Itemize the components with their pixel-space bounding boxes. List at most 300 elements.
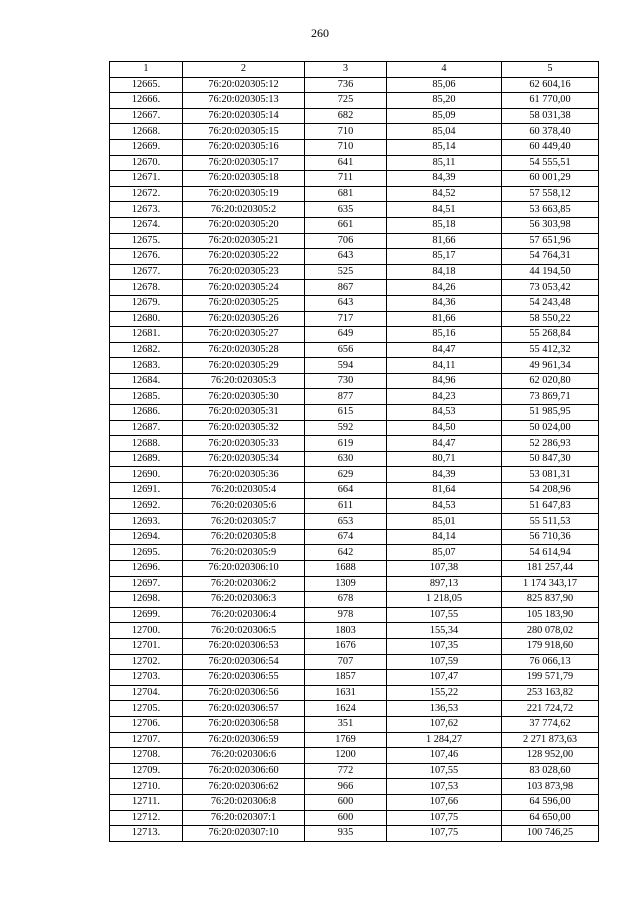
table-cell: 107,62 [387,716,502,732]
table-cell: 62 604,16 [502,77,599,93]
table-cell: 730 [305,373,387,389]
table-cell: 76:20:020305:7 [183,514,305,530]
table-cell: 12699. [110,607,183,623]
table-cell: 12677. [110,264,183,280]
table-cell: 55 268,84 [502,327,599,343]
table-cell: 83 028,60 [502,763,599,779]
table-cell: 76 066,13 [502,654,599,670]
table-cell: 12692. [110,498,183,514]
table-cell: 37 774,62 [502,716,599,732]
table-cell: 76:20:020305:36 [183,467,305,483]
table-cell: 80,71 [387,451,502,467]
table-cell: 107,53 [387,779,502,795]
table-cell: 681 [305,186,387,202]
table-cell: 61 770,00 [502,93,599,109]
table-cell: 1 284,27 [387,732,502,748]
table-row [110,654,599,670]
table-row [110,358,599,374]
table-row [110,202,599,218]
table-cell: 12679. [110,295,183,311]
table-cell: 84,50 [387,420,502,436]
table-cell: 84,47 [387,436,502,452]
table-row [110,514,599,530]
table-row [110,732,599,748]
table-cell: 12686. [110,405,183,421]
table-cell: 84,51 [387,202,502,218]
table-cell: 76:20:020305:12 [183,77,305,93]
table-cell: 155,34 [387,623,502,639]
table-cell: 85,16 [387,327,502,343]
table-cell: 84,52 [387,186,502,202]
table-cell: 58 550,22 [502,311,599,327]
table-cell: 897,13 [387,576,502,592]
table-cell: 85,09 [387,108,502,124]
table-cell: 84,39 [387,171,502,187]
table-row [110,264,599,280]
table-cell: 12673. [110,202,183,218]
table-cell: 351 [305,716,387,732]
table-row [110,451,599,467]
table-cell: 64 596,00 [502,794,599,810]
table-cell: 64 650,00 [502,810,599,826]
table-cell: 525 [305,264,387,280]
page-number: 260 [311,26,329,40]
table-row [110,217,599,233]
table-row [110,373,599,389]
table-cell: 1 218,05 [387,592,502,608]
table-cell: 12694. [110,529,183,545]
table-cell: 85,06 [387,77,502,93]
table-row [110,139,599,155]
table-cell: 57 558,12 [502,186,599,202]
table-cell: 76:20:020305:24 [183,280,305,296]
table-row [110,280,599,296]
table-cell: 1769 [305,732,387,748]
table-cell: 76:20:020306:8 [183,794,305,810]
table-cell: 76:20:020305:22 [183,249,305,265]
table-cell: 76:20:020306:4 [183,607,305,623]
table-cell: 978 [305,607,387,623]
table-cell: 81,64 [387,483,502,499]
table-row [110,810,599,826]
column-header: 5 [502,62,599,78]
table-row [110,638,599,654]
table-cell: 107,47 [387,670,502,686]
table-cell: 107,59 [387,654,502,670]
table-cell: 53 081,31 [502,467,599,483]
table-cell: 155,22 [387,685,502,701]
table-cell: 52 286,93 [502,436,599,452]
table-row [110,436,599,452]
table-cell: 966 [305,779,387,795]
table-row [110,389,599,405]
table-cell: 76:20:020306:56 [183,685,305,701]
table-cell: 1676 [305,638,387,654]
table-row [110,93,599,109]
table-cell: 12689. [110,451,183,467]
table-cell: 710 [305,124,387,140]
table-cell: 76:20:020305:20 [183,217,305,233]
table-cell: 1857 [305,670,387,686]
table-row [110,405,599,421]
table-cell: 54 614,94 [502,545,599,561]
table-cell: 711 [305,171,387,187]
table-cell: 84,11 [387,358,502,374]
table-cell: 76:20:020305:9 [183,545,305,561]
table-cell: 12669. [110,139,183,155]
table-cell: 107,75 [387,826,502,842]
table-row [110,171,599,187]
table-cell: 12711. [110,794,183,810]
table-cell: 62 020,80 [502,373,599,389]
table-cell: 12707. [110,732,183,748]
table-cell: 12702. [110,654,183,670]
table-cell: 81,66 [387,233,502,249]
table-cell: 12671. [110,171,183,187]
table-cell: 60 449,40 [502,139,599,155]
header-row [110,62,599,78]
table-row [110,794,599,810]
table-cell: 76:20:020306:6 [183,748,305,764]
table-cell: 615 [305,405,387,421]
table-cell: 12693. [110,514,183,530]
table-cell: 12704. [110,685,183,701]
table-cell: 280 078,02 [502,623,599,639]
table-row [110,592,599,608]
table-cell: 85,18 [387,217,502,233]
column-header: 2 [183,62,305,78]
table-cell: 707 [305,654,387,670]
table-cell: 76:20:020305:15 [183,124,305,140]
table-cell: 76:20:020306:5 [183,623,305,639]
table-cell: 128 952,00 [502,748,599,764]
table-row [110,124,599,140]
table-cell: 54 555,51 [502,155,599,171]
table-row [110,685,599,701]
table-row [110,670,599,686]
table-row [110,576,599,592]
table-cell: 664 [305,483,387,499]
table-cell: 12700. [110,623,183,639]
table-cell: 199 571,79 [502,670,599,686]
table-cell: 76:20:020305:16 [183,139,305,155]
table-cell: 643 [305,249,387,265]
table-cell: 12675. [110,233,183,249]
table-row [110,77,599,93]
table-cell: 12690. [110,467,183,483]
table-cell: 73 869,71 [502,389,599,405]
table-cell: 12708. [110,748,183,764]
table-cell: 12667. [110,108,183,124]
table-cell: 76:20:020306:2 [183,576,305,592]
table-cell: 682 [305,108,387,124]
table-cell: 50 847,30 [502,451,599,467]
table-cell: 85,11 [387,155,502,171]
table-cell: 58 031,38 [502,108,599,124]
table-cell: 76:20:020305:2 [183,202,305,218]
table-cell: 12710. [110,779,183,795]
table-cell: 54 764,31 [502,249,599,265]
data-table [109,61,599,842]
table-cell: 76:20:020305:18 [183,171,305,187]
table-cell: 76:20:020306:54 [183,654,305,670]
table-cell: 12706. [110,716,183,732]
table-cell: 706 [305,233,387,249]
table-cell: 76:20:020305:25 [183,295,305,311]
table-cell: 44 194,50 [502,264,599,280]
table-cell: 76:20:020305:31 [183,405,305,421]
table-cell: 12682. [110,342,183,358]
table-cell: 1200 [305,748,387,764]
table-cell: 12688. [110,436,183,452]
table-cell: 76:20:020305:34 [183,451,305,467]
column-header: 4 [387,62,502,78]
table-cell: 107,66 [387,794,502,810]
table-cell: 55 511,53 [502,514,599,530]
table-row [110,295,599,311]
table-cell: 221 724,72 [502,701,599,717]
table-cell: 12666. [110,93,183,109]
table-cell: 12672. [110,186,183,202]
table-cell: 12697. [110,576,183,592]
table-row [110,327,599,343]
table-cell: 84,18 [387,264,502,280]
table-cell: 85,07 [387,545,502,561]
table-cell: 76:20:020305:30 [183,389,305,405]
table-row [110,607,599,623]
table-cell: 84,14 [387,529,502,545]
table-cell: 867 [305,280,387,296]
table-cell: 12668. [110,124,183,140]
table-cell: 85,04 [387,124,502,140]
table-cell: 76:20:020307:10 [183,826,305,842]
table-cell: 12701. [110,638,183,654]
table-cell: 12696. [110,561,183,577]
table-cell: 12670. [110,155,183,171]
table-cell: 643 [305,295,387,311]
table-cell: 12698. [110,592,183,608]
table-cell: 53 663,85 [502,202,599,218]
table-cell: 600 [305,794,387,810]
table-cell: 179 918,60 [502,638,599,654]
table-cell: 12712. [110,810,183,826]
table-cell: 725 [305,93,387,109]
table-row [110,561,599,577]
table-cell: 12687. [110,420,183,436]
table-cell: 103 873,98 [502,779,599,795]
table-cell: 12665. [110,77,183,93]
table-row [110,233,599,249]
table-cell: 76:20:020305:29 [183,358,305,374]
table-cell: 100 746,25 [502,826,599,842]
table-cell: 81,66 [387,311,502,327]
table-cell: 253 163,82 [502,685,599,701]
table-row [110,763,599,779]
table-row [110,483,599,499]
table-cell: 51 647,83 [502,498,599,514]
table-cell: 76:20:020305:33 [183,436,305,452]
table-row [110,623,599,639]
table-cell: 12674. [110,217,183,233]
table-cell: 76:20:020305:21 [183,233,305,249]
table-cell: 710 [305,139,387,155]
table-cell: 76:20:020306:53 [183,638,305,654]
table-cell: 600 [305,810,387,826]
table-cell: 84,53 [387,405,502,421]
table-cell: 76:20:020306:3 [183,592,305,608]
table-cell: 656 [305,342,387,358]
table-cell: 877 [305,389,387,405]
table-cell: 84,96 [387,373,502,389]
table-row [110,467,599,483]
table-cell: 107,38 [387,561,502,577]
table-cell: 76:20:020305:19 [183,186,305,202]
table-row [110,826,599,842]
table-cell: 12684. [110,373,183,389]
table-cell: 73 053,42 [502,280,599,296]
table-cell: 76:20:020305:8 [183,529,305,545]
table-cell: 1 174 343,17 [502,576,599,592]
table-cell: 51 985,95 [502,405,599,421]
column-header: 1 [110,62,183,78]
table-cell: 107,75 [387,810,502,826]
table-cell: 76:20:020305:4 [183,483,305,499]
table-cell: 619 [305,436,387,452]
table-cell: 678 [305,592,387,608]
table-row [110,779,599,795]
table-cell: 76:20:020306:55 [183,670,305,686]
table-cell: 12683. [110,358,183,374]
table-cell: 76:20:020305:27 [183,327,305,343]
table-cell: 1624 [305,701,387,717]
table-cell: 76:20:020306:57 [183,701,305,717]
table-cell: 630 [305,451,387,467]
table-cell: 57 651,96 [502,233,599,249]
table-cell: 12678. [110,280,183,296]
column-header: 3 [305,62,387,78]
table-cell: 54 208,96 [502,483,599,499]
table-cell: 635 [305,202,387,218]
table-row [110,529,599,545]
table-cell: 12709. [110,763,183,779]
table-cell: 12703. [110,670,183,686]
table-cell: 84,47 [387,342,502,358]
table-cell: 85,20 [387,93,502,109]
table-cell: 674 [305,529,387,545]
table-cell: 107,35 [387,638,502,654]
table-cell: 50 024,00 [502,420,599,436]
table-cell: 85,17 [387,249,502,265]
table-cell: 60 378,40 [502,124,599,140]
table-cell: 1631 [305,685,387,701]
table-cell: 12695. [110,545,183,561]
table-cell: 107,46 [387,748,502,764]
table-cell: 181 257,44 [502,561,599,577]
table-row [110,342,599,358]
table-row [110,748,599,764]
table-row [110,701,599,717]
table-cell: 76:20:020306:62 [183,779,305,795]
table-cell: 76:20:020305:6 [183,498,305,514]
table-cell: 107,55 [387,763,502,779]
table-cell: 12713. [110,826,183,842]
table-cell: 772 [305,763,387,779]
table-cell: 85,14 [387,139,502,155]
table-cell: 2 271 873,63 [502,732,599,748]
table-cell: 76:20:020305:23 [183,264,305,280]
table-row [110,186,599,202]
table-cell: 56 303,98 [502,217,599,233]
table-cell: 84,23 [387,389,502,405]
table-cell: 736 [305,77,387,93]
table-cell: 641 [305,155,387,171]
table-cell: 642 [305,545,387,561]
table-cell: 12705. [110,701,183,717]
table-cell: 1309 [305,576,387,592]
table-cell: 76:20:020305:28 [183,342,305,358]
table-cell: 12685. [110,389,183,405]
table-cell: 592 [305,420,387,436]
table-row [110,420,599,436]
table-cell: 1803 [305,623,387,639]
table-cell: 661 [305,217,387,233]
table-cell: 84,39 [387,467,502,483]
table-row [110,311,599,327]
table-cell: 76:20:020306:58 [183,716,305,732]
table-row [110,108,599,124]
table-cell: 653 [305,514,387,530]
table-cell: 136,53 [387,701,502,717]
table-cell: 12681. [110,327,183,343]
table-cell: 84,36 [387,295,502,311]
table-cell: 107,55 [387,607,502,623]
table-cell: 76:20:020305:32 [183,420,305,436]
table-cell: 1688 [305,561,387,577]
table-cell: 76:20:020307:1 [183,810,305,826]
table-row [110,155,599,171]
table-cell: 935 [305,826,387,842]
table-cell: 12676. [110,249,183,265]
table-cell: 76:20:020306:60 [183,763,305,779]
table-cell: 60 001,29 [502,171,599,187]
table-cell: 649 [305,327,387,343]
table-cell: 76:20:020305:14 [183,108,305,124]
table-cell: 49 961,34 [502,358,599,374]
table-cell: 825 837,90 [502,592,599,608]
table-cell: 717 [305,311,387,327]
table-row [110,249,599,265]
table-cell: 55 412,32 [502,342,599,358]
table-cell: 85,01 [387,514,502,530]
table-row [110,716,599,732]
table-row [110,545,599,561]
table-cell: 76:20:020305:13 [183,93,305,109]
table-cell: 54 243,48 [502,295,599,311]
table-cell: 12680. [110,311,183,327]
table-cell: 76:20:020306:59 [183,732,305,748]
table-cell: 76:20:020305:17 [183,155,305,171]
table-cell: 76:20:020305:26 [183,311,305,327]
table-cell: 594 [305,358,387,374]
table-cell: 629 [305,467,387,483]
table-cell: 76:20:020306:10 [183,561,305,577]
table-cell: 12691. [110,483,183,499]
table-cell: 84,26 [387,280,502,296]
table-cell: 105 183,90 [502,607,599,623]
table-cell: 56 710,36 [502,529,599,545]
table-cell: 611 [305,498,387,514]
table-cell: 84,53 [387,498,502,514]
